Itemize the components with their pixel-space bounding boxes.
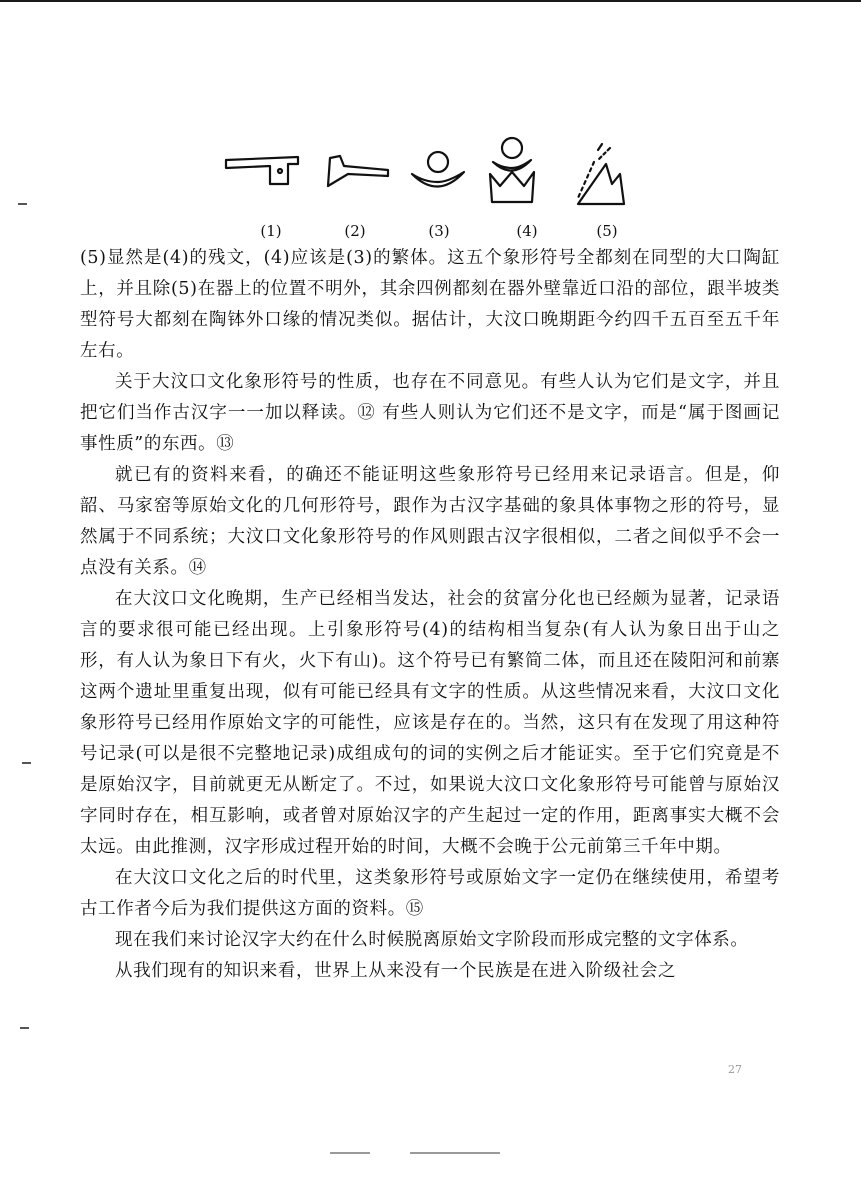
margin-mark xyxy=(18,203,27,205)
scan-artifact xyxy=(410,1152,500,1154)
paragraph-1: (5)显然是(4)的残文，(4)应该是(3)的繁体。这五个象形符号全都刻在同型的大口陶缸上，并且除(5)在器上的位置不明外，其余四例都刻在器外壁靠近口沿的部位，跟半坡类型符号大都刻在陶钵外口缘的情况类似。据估计，大汶口晚期距今约四千五百至五千年左右。 xyxy=(80,248,780,361)
page-number: 27 xyxy=(728,1063,742,1076)
margin-mark xyxy=(22,762,31,764)
figure-label-1: (1) xyxy=(260,222,282,240)
pictograph-3 xyxy=(412,152,464,187)
figure-label-5: (5) xyxy=(596,222,618,240)
paragraph-5: 在大汶口文化之后的时代里，这类象形符号或原始文字一定仍在继续使用，希望考古工作者今后为我们提供这方面的资料。⑮ xyxy=(80,868,780,919)
pictograph-1 xyxy=(226,157,298,184)
body-text xyxy=(80,243,780,987)
paragraph-7: 从我们现有的知识来看，世界上从来没有一个民族是在进入阶级社会之 xyxy=(115,961,677,981)
figure-label-4: (4) xyxy=(516,222,538,240)
paragraph-4: 在大汶口文化晚期，生产已经相当发达，社会的贫富分化也已经颇为显著，记录语言的要求很可能已经出现。上引象形符号(4)的结构相当复杂(有人认为象日出于山之形，有人认为象日下有火，火下有山)。这个符号已有繁简二体，而且还在陵阳河和前寨这两个遗址里重复出现，似有可能已经具有文字的性质。从这些情况来看，大汶口文化象形符号已经用作原始文字的可能性，应该是存在的。当然，这只有在发现了用这种符号记录(可以是很不完整地记录)成组成句的词的实例之后才能证实。至于它们究竟是不是原始汉字，目前就更无从断定了。不过，如果说大汶口文化象形符号可能曾与原始汉字同时存在，相互影响，或者曾对原始汉字的产生起过一定的作用，距离事实大概不会太远。由此推测，汉字形成过程开始的时间，大概不会晚于公元前第三千年中期。 xyxy=(80,589,780,857)
pictograph-4 xyxy=(490,138,534,202)
pictograph-drawings xyxy=(210,128,650,218)
pictograph-figure xyxy=(210,128,650,218)
pictograph-5 xyxy=(578,144,624,204)
paragraph-3: 就已有的资料来看，的确还不能证明这些象形符号已经用来记录语言。但是，仰韶、马家窑等原始文化的几何形符号，跟作为古汉字基础的象具体事物之形的符号，显然属于不同系统；大汶口文化象形符号的作风则跟古汉字很相似，二者之间似乎不会一点没有关系。⑭ xyxy=(80,465,780,578)
figure-label-3: (3) xyxy=(428,222,450,240)
margin-mark xyxy=(20,1027,29,1029)
paragraph-2: 关于大汶口文化象形符号的性质，也存在不同意见。有些人认为它们是文字，并且把它们当作古汉字一一加以释读。⑫ 有些人则认为它们还不是文字，而是“属于图画记事性质”的东西。⑬ xyxy=(80,372,780,454)
pictograph-2 xyxy=(328,156,388,186)
figure-label-2: (2) xyxy=(344,222,366,240)
top-border xyxy=(0,0,861,2)
paragraph-6: 现在我们来讨论汉字大约在什么时候脱离原始文字阶段而形成完整的文字体系。 xyxy=(115,930,749,950)
scan-artifact xyxy=(330,1152,370,1154)
